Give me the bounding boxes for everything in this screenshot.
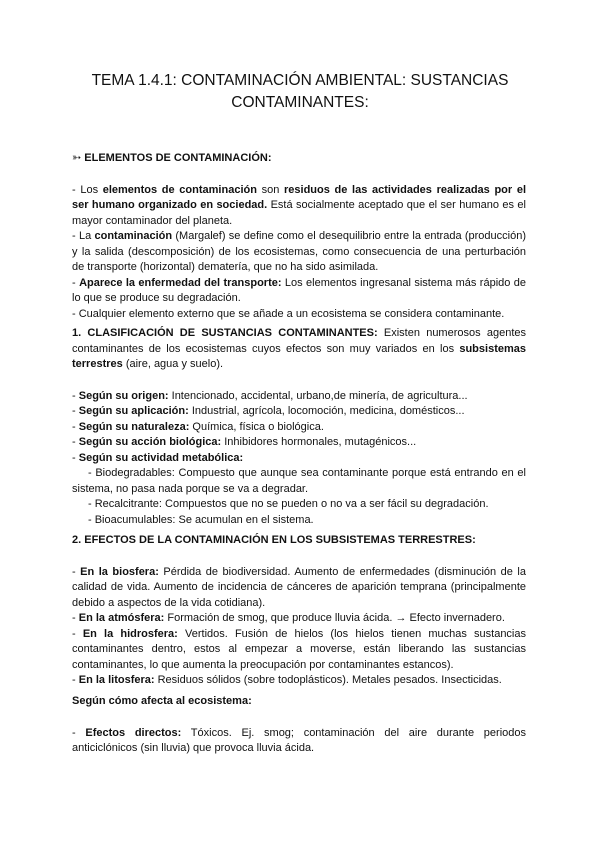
section-heading-elementos	[72, 151, 526, 167]
paragraph: - En la atmósfera: Formación de smog, que produce lluvia ácida. → Efecto invernadero.	[72, 612, 505, 624]
list-item: - Según su origen: Intencionado, accidental, urbano,de minería, de agricultura...	[72, 389, 468, 402]
list-item: - Según su acción biológica: Inhibidores hormonales, mutagénicos...	[72, 436, 417, 448]
section-elementos	[72, 151, 526, 322]
sub-list-item: - Bioacumulables: Se acumulan en el sistema.	[88, 513, 314, 526]
paragraph: - Efectos directos: Tóxicos. Ej. smog; contaminación del aire durante periodos anticiclónicos (sin lluvia) que provoca lluvia ácida.	[72, 726, 526, 754]
section-clasificacion	[72, 326, 526, 528]
page-title	[60, 70, 540, 114]
classification-list	[72, 389, 526, 529]
sub-list-item: - Biodegradables: Compuesto que aunque sea contaminante porque está entrando en el sistema, no pasa nada porque se va a degradar.	[72, 467, 526, 495]
paragraph: - Cualquier elemento externo que se añade a un ecosistema se considera contaminante.	[72, 307, 505, 320]
paragraph: - La contaminación (Margalef) se define como el desequilibrio entre la entrada (producción) y la salida (descomposición) de los ecosistemas, como consecuencia de una perturbación de transporte (horizontal) dematería, que no ha sido asimilada.	[72, 230, 527, 273]
paragraph: - En la biosfera: Pérdida de biodiversidad. Aumento de enfermedades (disminución de la calidad de vida. Aumento de incidencia de cánceres de aparición temprana (principalmente debido a aspectos de la vida cotidiana).	[72, 565, 526, 609]
title-line-2: CONTAMINANTES:	[231, 94, 369, 111]
title-line-1: TEMA 1.4.1: CONTAMINACIÓN AMBIENTAL: SUSTANCIAS	[91, 72, 509, 89]
paragraph: - En la litosfera: Residuos sólidos (sobre todoplásticos). Metales pesados. Insecticidas.	[72, 674, 502, 686]
list-item: - Según su actividad metabólica:	[72, 451, 244, 464]
section-heading-segun: Según cómo afecta al ecosistema:	[72, 695, 252, 707]
arrow-bullet-icon: ➳	[72, 152, 82, 164]
section-heading-efectos: 2. EFECTOS DE LA CONTAMINACIÓN EN LOS SUBSISTEMAS TERRESTRES:	[72, 534, 476, 546]
paragraph: - Los elementos de contaminación son residuos de las actividades realizadas por el ser humano organizado en sociedad. Está socialmente aceptado que el ser humano es el mayor contaminador del planeta.	[72, 183, 526, 227]
heading-text: ELEMENTOS DE CONTAMINACIÓN:	[84, 152, 272, 164]
paragraph: - En la hidrosfera: Vertidos. Fusión de hielos (los hielos tienen muchas sustancias contaminantes dentro, estos al empezar a moverse, están liberando las sustancias contaminantes, lo que aumenta la preocupación por contaminantes estancos).	[72, 627, 526, 671]
section-efectos	[72, 533, 526, 689]
list-item: - Según su aplicación: Industrial, agrícola, locomoción, medicina, domésticos...	[72, 405, 465, 417]
paragraph: 1. CLASIFICACIÓN DE SUSTANCIAS CONTAMINANTES: Existen numerosos agentes contaminantes de los ecosistemas cuyos efectos son muy variados en los subsistemas terrestres (aire, agua y suelo).	[72, 327, 526, 370]
paragraph: - Aparece la enfermedad del transporte: Los elementos ingresanal sistema más rápido de lo que se produce su degradación.	[72, 276, 526, 304]
sub-list-item: - Recalcitrante: Compuestos que no se pueden o no va a ser fácil su degradación.	[88, 498, 489, 510]
list-item: - Según su naturaleza: Química, física o biológica.	[72, 420, 324, 433]
section-segun	[72, 694, 526, 757]
